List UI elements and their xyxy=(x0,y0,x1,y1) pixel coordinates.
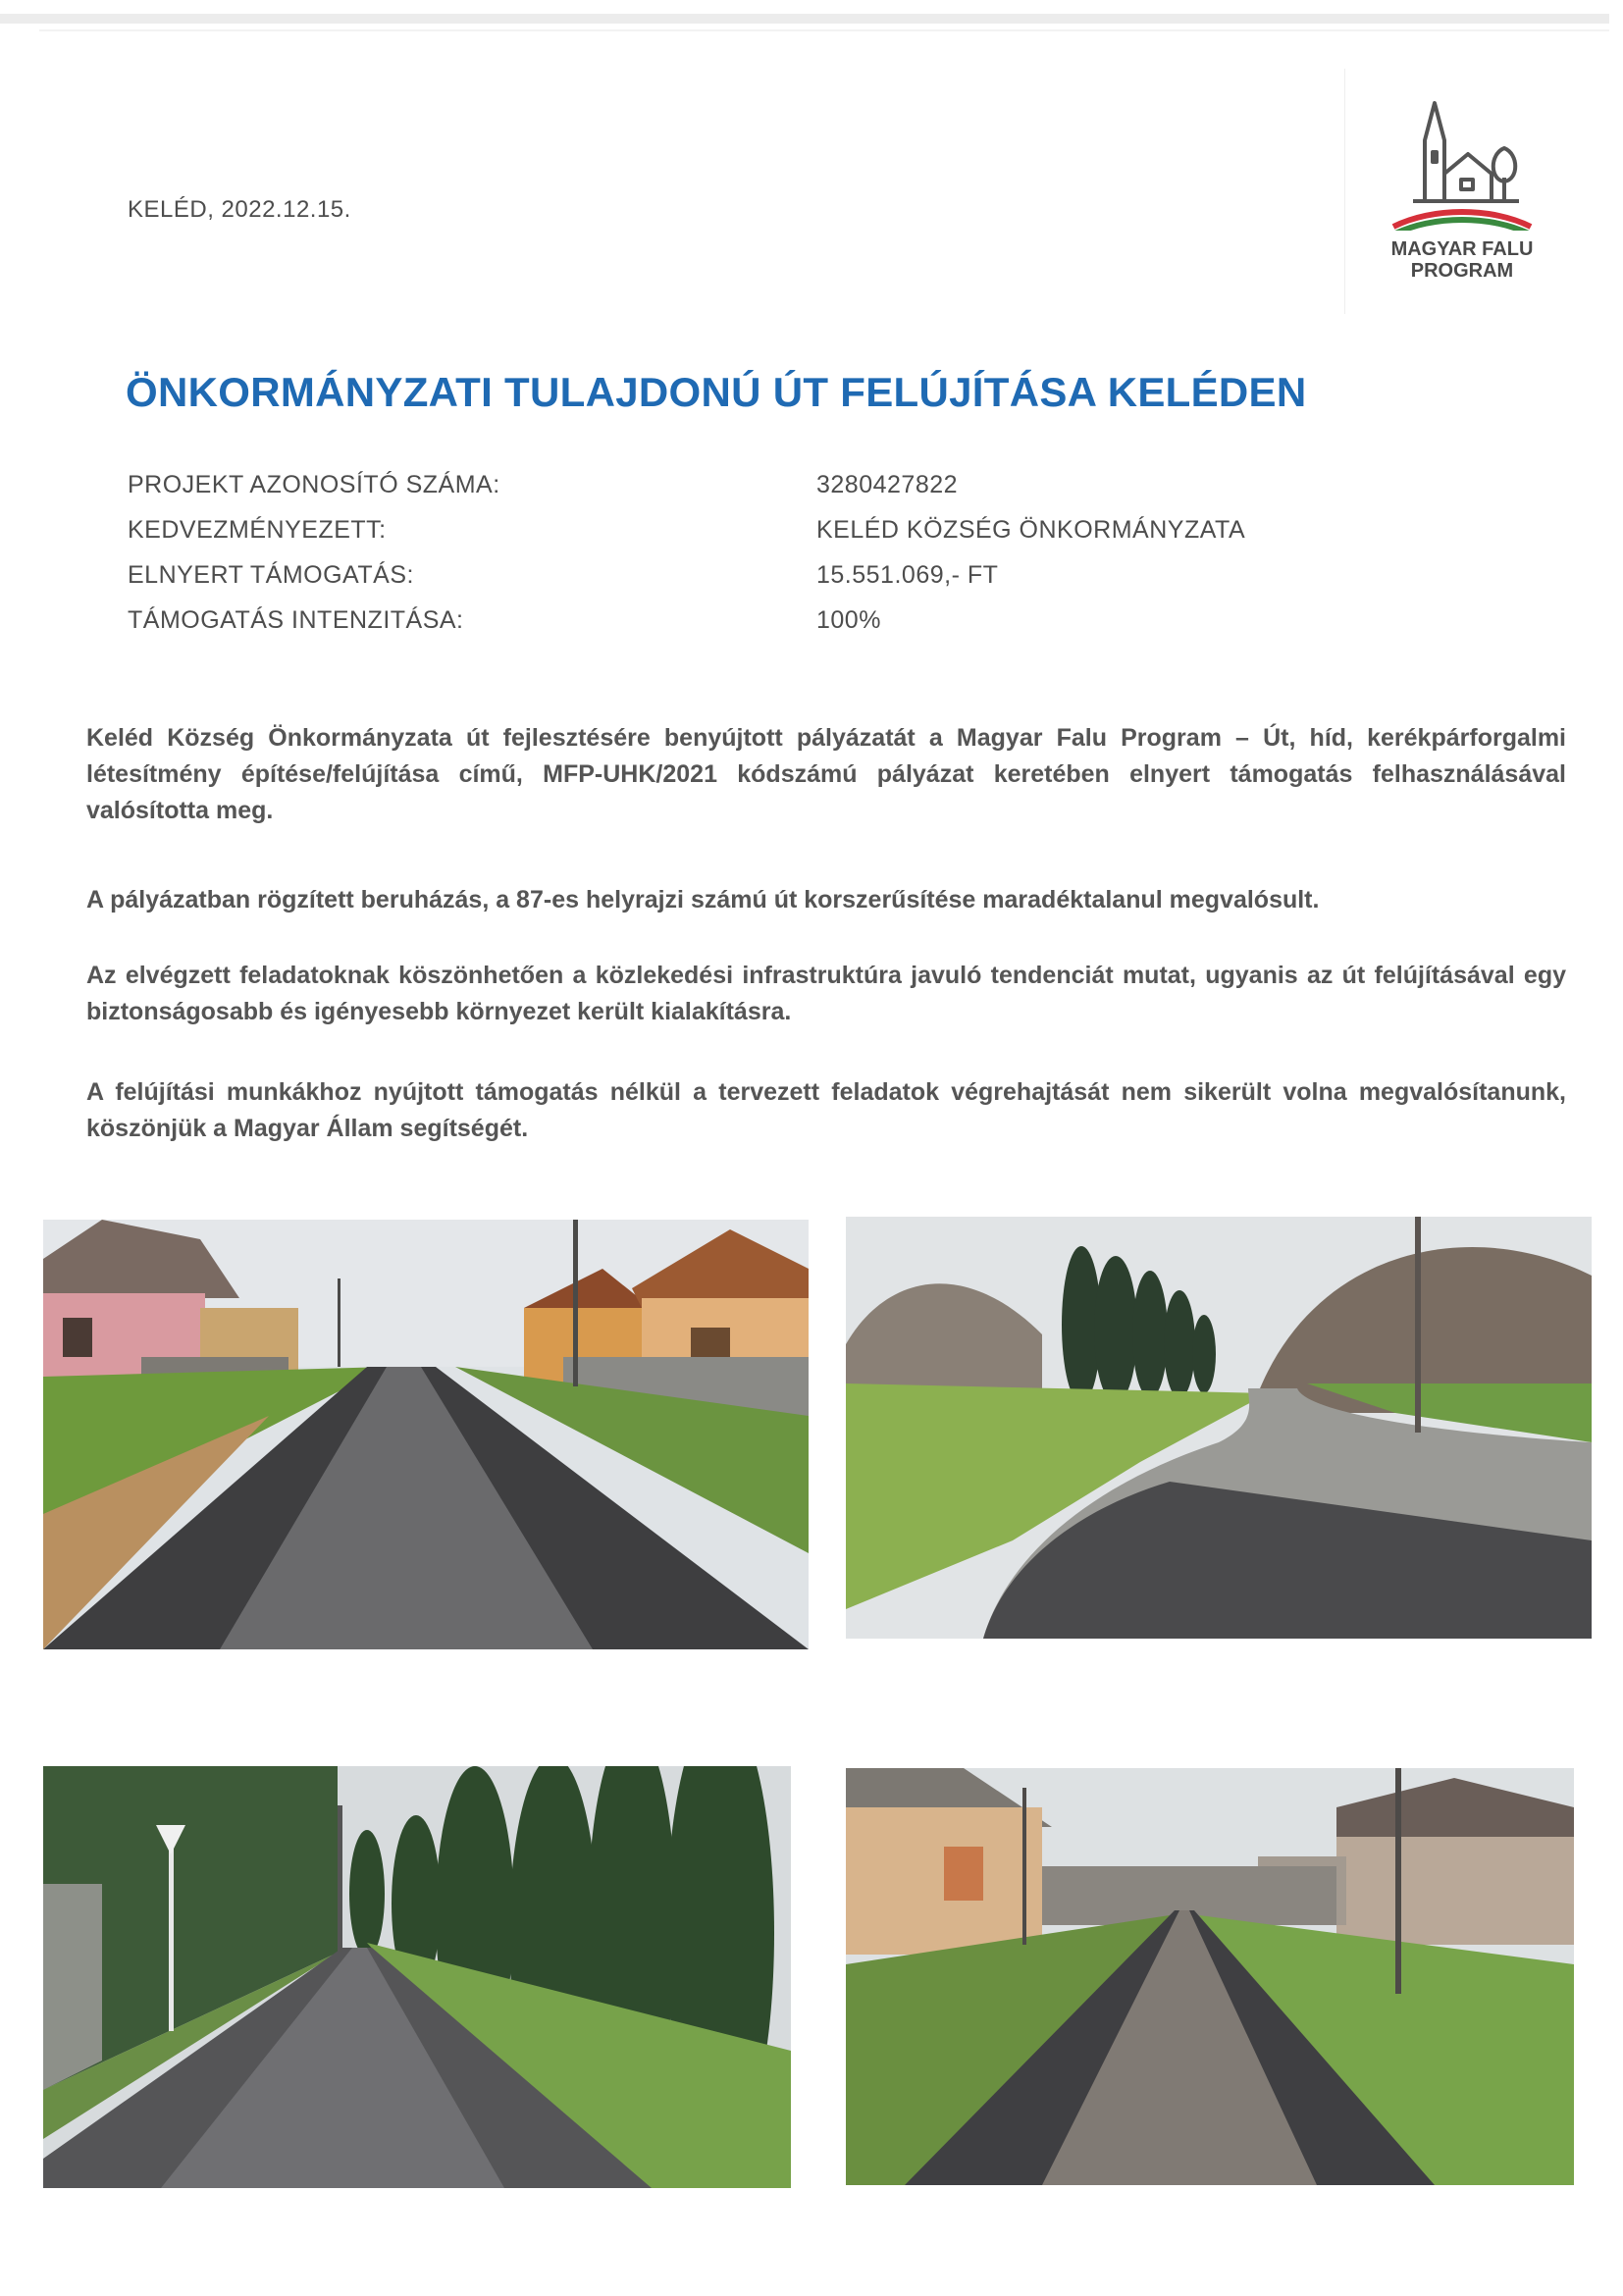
info-row-beneficiary xyxy=(128,516,1305,561)
logo-text xyxy=(1374,238,1550,282)
info-row-grant xyxy=(128,561,1305,606)
road-photo-3 xyxy=(43,1766,791,2188)
info-row-intensity xyxy=(128,606,1305,652)
date-line: KELÉD, 2022.12.15. xyxy=(128,196,351,223)
scan-top-border xyxy=(0,14,1609,24)
info-row-project-id xyxy=(128,471,1305,516)
road-photo-2 xyxy=(846,1217,1592,1639)
info-value: 15.551.069,- FT xyxy=(816,561,999,589)
info-label: KEDVEZMÉNYEZETT: xyxy=(128,516,387,544)
paragraph-result: A pályázatban rögzített beruházás, a 87-es helyrajzi számú út korszerűsítése maradéktalanul megvalósult. xyxy=(86,886,1320,913)
road-photo-4 xyxy=(846,1768,1574,2185)
logo-divider xyxy=(1344,69,1345,314)
info-value: KELÉD KÖZSÉG ÖNKORMÁNYZATA xyxy=(816,516,1246,544)
info-label: TÁMOGATÁS INTENZITÁSA: xyxy=(128,606,464,634)
magyar-falu-program-logo xyxy=(1374,93,1550,299)
logo-text-line1: MAGYAR FALU xyxy=(1390,238,1534,260)
paragraph-thanks: A felújítási munkákhoz nyújtott támogatás nélkül a tervezett feladatok végrehajtását nem sikerült volna megvalósítanunk, köszönjük a Magyar Állam segítségét. xyxy=(86,1078,1566,1142)
logo-text-line2: PROGRAM xyxy=(1410,260,1514,282)
info-label: PROJEKT AZONOSÍTÓ SZÁMA: xyxy=(128,471,500,498)
road-photo-1 xyxy=(43,1220,809,1649)
paragraph-intro: Keléd Község Önkormányzata út fejlesztésére benyújtott pályázatát a Magyar Falu Program – Út, híd, kerékpárforgalmi létesítmény építése/felújítása című, MFP-UHK/2021 kódszámú pályázat keretében elnyert támogatás felhasználásával valósította meg. xyxy=(86,724,1566,824)
paragraph-benefit: Az elvégzett feladatoknak köszönhetően a közlekedési infrastruktúra javuló tendenciát mutat, ugyanis az út felújításával egy biztonságosabb és igényesebb környezet került kialakításra. xyxy=(86,962,1566,1025)
project-info-table xyxy=(128,471,1305,652)
info-value: 3280427822 xyxy=(816,471,959,498)
scan-top-line xyxy=(39,29,1609,31)
page-title: ÖNKORMÁNYZATI TULAJDONÚ ÚT FELÚJÍTÁSA KELÉDEN xyxy=(126,369,1307,415)
info-value: 100% xyxy=(816,606,881,634)
info-label: ELNYERT TÁMOGATÁS: xyxy=(128,561,414,589)
village-church-icon xyxy=(1374,93,1550,231)
